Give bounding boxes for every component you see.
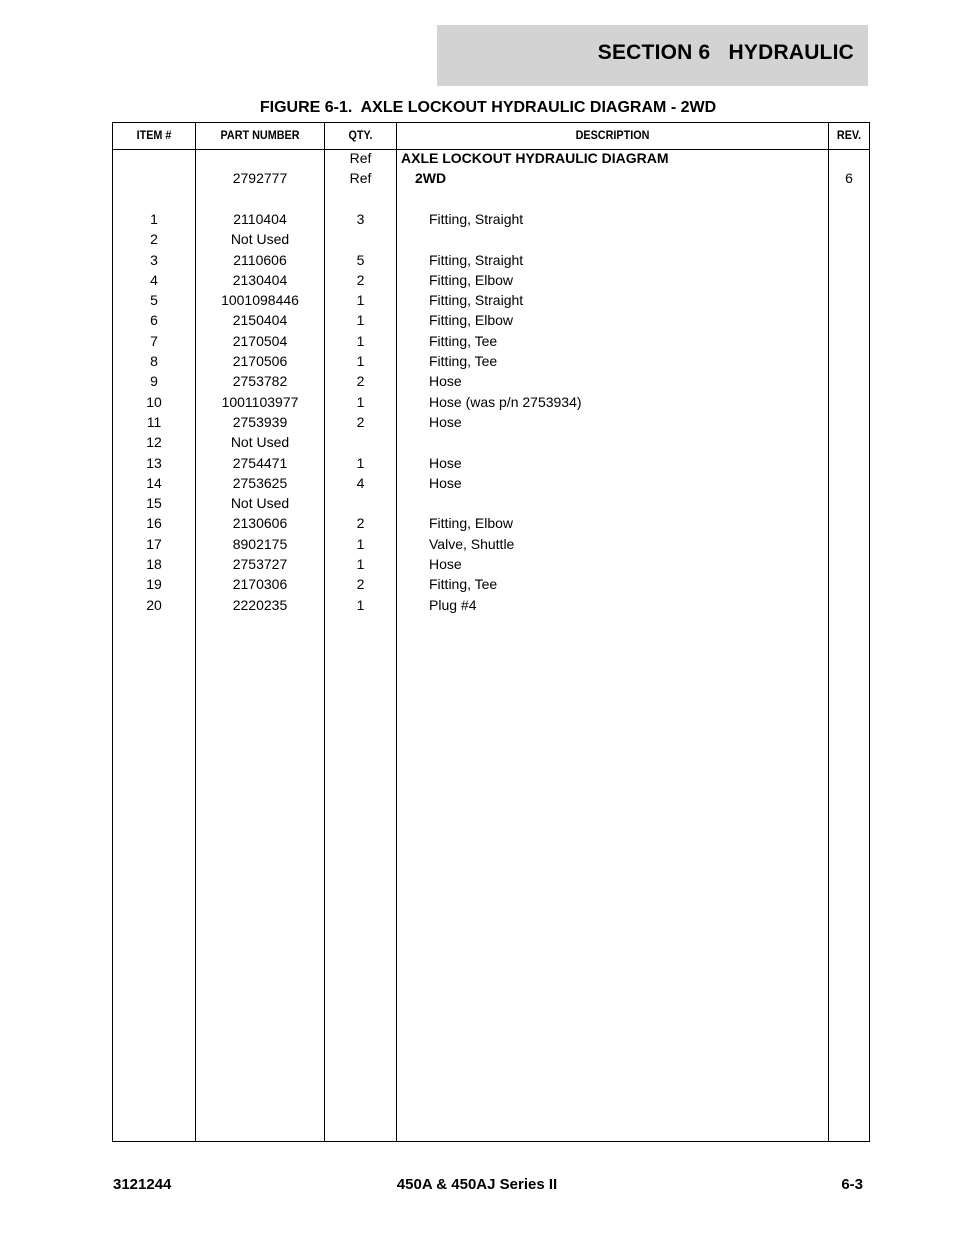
description-cell: AXLE LOCKOUT HYDRAULIC DIAGRAM [401,150,669,166]
description-cell: Plug #4 [429,596,477,613]
column-header-item: ITEM # [136,128,172,142]
description-cell: Fitting, Tee [429,353,498,369]
figure-title: FIGURE 6-1. AXLE LOCKOUT HYDRAULIC DIAGRAM - 2WD [259,99,717,116]
description-cell: Hose [429,454,462,471]
table-row [113,229,869,249]
part-number-cell: Not Used [230,434,290,451]
table-row [113,554,869,574]
quantity-cell: 1 [356,556,365,572]
item-number-cell: 9 [150,373,158,390]
part-number-cell: Not Used [230,231,290,248]
quantity-cell: 1 [356,393,365,410]
table-row [113,310,869,330]
part-number-cell: 8902175 [232,535,288,552]
description-cell: 2WD [415,170,447,187]
quantity-cell: 1 [356,353,365,369]
table-row [113,534,869,554]
item-number-cell: 13 [146,454,162,471]
quantity-cell: 2 [356,413,365,430]
quantity-cell: 1 [356,454,365,471]
quantity-cell: 1 [356,332,365,349]
part-number-cell: 2753782 [232,373,288,390]
table-row [113,331,869,351]
part-number-cell: 2753939 [232,413,288,430]
part-number-cell: 2150404 [232,312,288,329]
table-row [113,351,869,371]
item-number-cell: 19 [146,576,162,593]
item-number-cell: 5 [150,292,158,309]
description-cell: Valve, Shuttle [429,535,515,552]
column-header-part-number: PART NUMBER [220,128,300,142]
table-row [113,473,869,493]
description-cell: Fitting, Elbow [429,312,514,329]
quantity-cell: 1 [356,292,365,309]
quantity-cell: Ref [349,150,372,166]
quantity-cell: 2 [356,373,365,390]
description-cell: Fitting, Elbow [429,515,514,532]
table-row [113,412,869,432]
table-row [113,270,869,290]
part-number-cell: 2170506 [232,353,288,369]
description-cell: Hose [429,413,462,430]
item-number-cell: 1 [150,210,158,227]
table-row [113,189,869,209]
description-cell: Fitting, Elbow [429,271,514,288]
table-row [113,432,869,452]
description-cell: Fitting, Tee [429,332,498,349]
part-number-cell: 2170306 [232,576,288,593]
section-title: SECTION 6 HYDRAULIC [597,41,854,64]
item-number-cell: 10 [146,393,162,410]
footer-model: 450A & 450AJ Series II [396,1176,558,1193]
quantity-cell: 2 [356,576,365,593]
quantity-cell: 3 [356,210,365,227]
part-number-cell: 1001098446 [221,292,299,309]
item-number-cell: 7 [150,332,158,349]
item-number-cell: 14 [146,474,162,491]
part-number-cell: 2753625 [232,474,288,491]
item-number-cell: 20 [146,596,162,613]
description-cell: Fitting, Straight [429,251,524,268]
footer-doc-number: 3121244 [113,1176,172,1193]
section-banner [437,25,868,86]
table-row [113,392,869,412]
table-row [113,574,869,594]
part-number-cell: 2170504 [232,332,288,349]
item-number-cell: 16 [146,515,162,532]
table-row [113,168,869,188]
item-number-cell: 8 [150,353,158,369]
description-cell: Fitting, Straight [429,210,524,227]
column-header-description: DESCRIPTION [575,128,650,142]
table-row [113,209,869,229]
table-row [113,148,869,168]
table-row [113,453,869,473]
description-cell: Fitting, Straight [429,292,524,309]
item-number-cell: 4 [150,271,158,288]
item-number-cell: 2 [150,231,158,248]
table-row [113,371,869,391]
part-number-cell: 2130404 [232,271,288,288]
table-row [113,595,869,615]
item-number-cell: 12 [146,434,162,451]
parts-table [112,122,870,1142]
part-number-cell: 2792777 [232,170,288,187]
table-row [113,290,869,310]
description-cell: Hose [429,474,462,491]
table-row [113,250,869,270]
quantity-cell: 5 [356,251,365,268]
item-number-cell: 6 [150,312,158,329]
footer-page-number: 6-3 [841,1176,863,1193]
part-number-cell: Not Used [230,495,290,512]
quantity-cell: 1 [356,596,365,613]
item-number-cell: 3 [150,251,158,268]
part-number-cell: 2110404 [233,210,287,227]
item-number-cell: 15 [146,495,162,512]
description-cell: Hose (was p/n 2753934) [429,393,582,410]
part-number-cell: 1001103977 [221,393,299,410]
item-number-cell: 18 [146,556,162,572]
item-number-cell: 11 [146,413,162,430]
description-cell: Hose [429,556,462,572]
quantity-cell: 1 [356,535,365,552]
description-cell: Hose [429,373,462,390]
revision-cell: 6 [845,170,853,187]
table-row [113,513,869,533]
part-number-cell: 2130606 [232,515,288,532]
description-cell: Fitting, Tee [429,576,498,593]
part-number-cell: 2754471 [232,454,288,471]
quantity-cell: 2 [356,271,365,288]
table-row [113,493,869,513]
item-number-cell: 17 [146,535,162,552]
quantity-cell: 2 [356,515,365,532]
quantity-cell: 1 [356,312,365,329]
quantity-cell: 4 [356,474,365,491]
quantity-cell: Ref [349,170,372,187]
part-number-cell: 2220235 [232,596,288,613]
column-header-rev: REV. [836,128,862,142]
part-number-cell: 2753727 [232,556,288,572]
column-header-qty: QTY. [348,128,373,142]
part-number-cell: 2110606 [233,251,287,268]
